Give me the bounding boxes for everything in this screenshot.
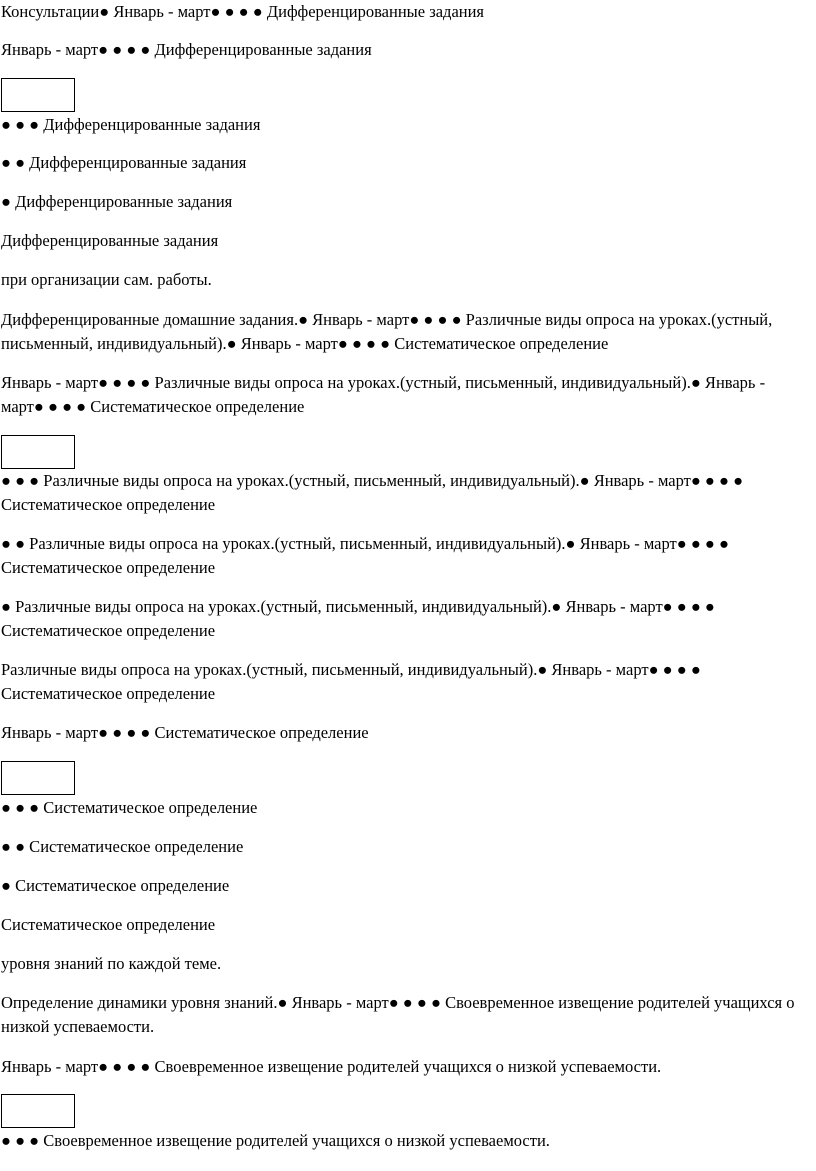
paragraph-19: уровня знаний по каждой теме. bbox=[1, 954, 222, 973]
paragraph-14: Январь - март● ● ● ● Систематическое определение bbox=[1, 723, 369, 742]
paragraph-22: ● ● ● Своевременное извещение родителей учащихся о низкой успеваемости. bbox=[1, 1131, 550, 1150]
paragraph-4: ● ● Дифференцированные задания bbox=[1, 153, 247, 172]
paragraph-9: Январь - март● ● ● ● Различные виды опроса на уроках.(устный, письменный, индивидуальный).● Январь - март● ● ● ● Систематическое определение bbox=[1, 373, 766, 416]
paragraph-16: ● ● Систематическое определение bbox=[1, 837, 244, 856]
empty-box-3 bbox=[1, 761, 75, 795]
paragraph-17: ● Систематическое определение bbox=[1, 876, 230, 895]
paragraph-6: Дифференцированные задания bbox=[1, 231, 219, 250]
paragraph-13: Различные виды опроса на уроках.(устный, письменный, индивидуальный).● Январь - март● ● ● ● Систематическое определение bbox=[1, 660, 701, 703]
paragraph-20: Определение динамики уровня знаний.● Январь - март● ● ● ● Своевременное извещение родителей учащихся о низкой успеваемости. bbox=[1, 993, 795, 1036]
paragraph-3: ● ● ● Дифференцированные задания bbox=[1, 115, 261, 134]
paragraph-5: ● Дифференцированные задания bbox=[1, 192, 233, 211]
empty-box-4 bbox=[1, 1094, 75, 1128]
paragraph-11: ● ● Различные виды опроса на уроках.(устный, письменный, индивидуальный).● Январь - март● ● ● ● Систематическое определение bbox=[1, 534, 729, 577]
paragraph-21: Январь - март● ● ● ● Своевременное извещение родителей учащихся о низкой успеваемости. bbox=[1, 1057, 662, 1076]
paragraph-12: ● Различные виды опроса на уроках.(устный, письменный, индивидуальный).● Январь - март● ● ● ● Систематическое определение bbox=[1, 597, 715, 640]
empty-box-1 bbox=[1, 78, 75, 112]
paragraph-18: Систематическое определение bbox=[1, 915, 216, 934]
paragraph-10: ● ● ● Различные виды опроса на уроках.(устный, письменный, индивидуальный).● Январь - март● ● ● ● Систематическое определение bbox=[1, 471, 744, 514]
paragraph-2: Январь - март● ● ● ● Дифференцированные задания bbox=[1, 40, 372, 59]
paragraph-1: Консультации● Январь - март● ● ● ● Дифференцированные задания bbox=[1, 2, 485, 21]
paragraph-8: Дифференцированные домашние задания.● Январь - март● ● ● ● Различные виды опроса на уроках.(устный, письменный, индивидуальный).● Январь - март● ● ● ● Систематическое определение bbox=[1, 310, 773, 353]
paragraph-15: ● ● ● Систематическое определение bbox=[1, 798, 258, 817]
paragraph-7: при организации сам. работы. bbox=[1, 270, 212, 289]
empty-box-2 bbox=[1, 435, 75, 469]
